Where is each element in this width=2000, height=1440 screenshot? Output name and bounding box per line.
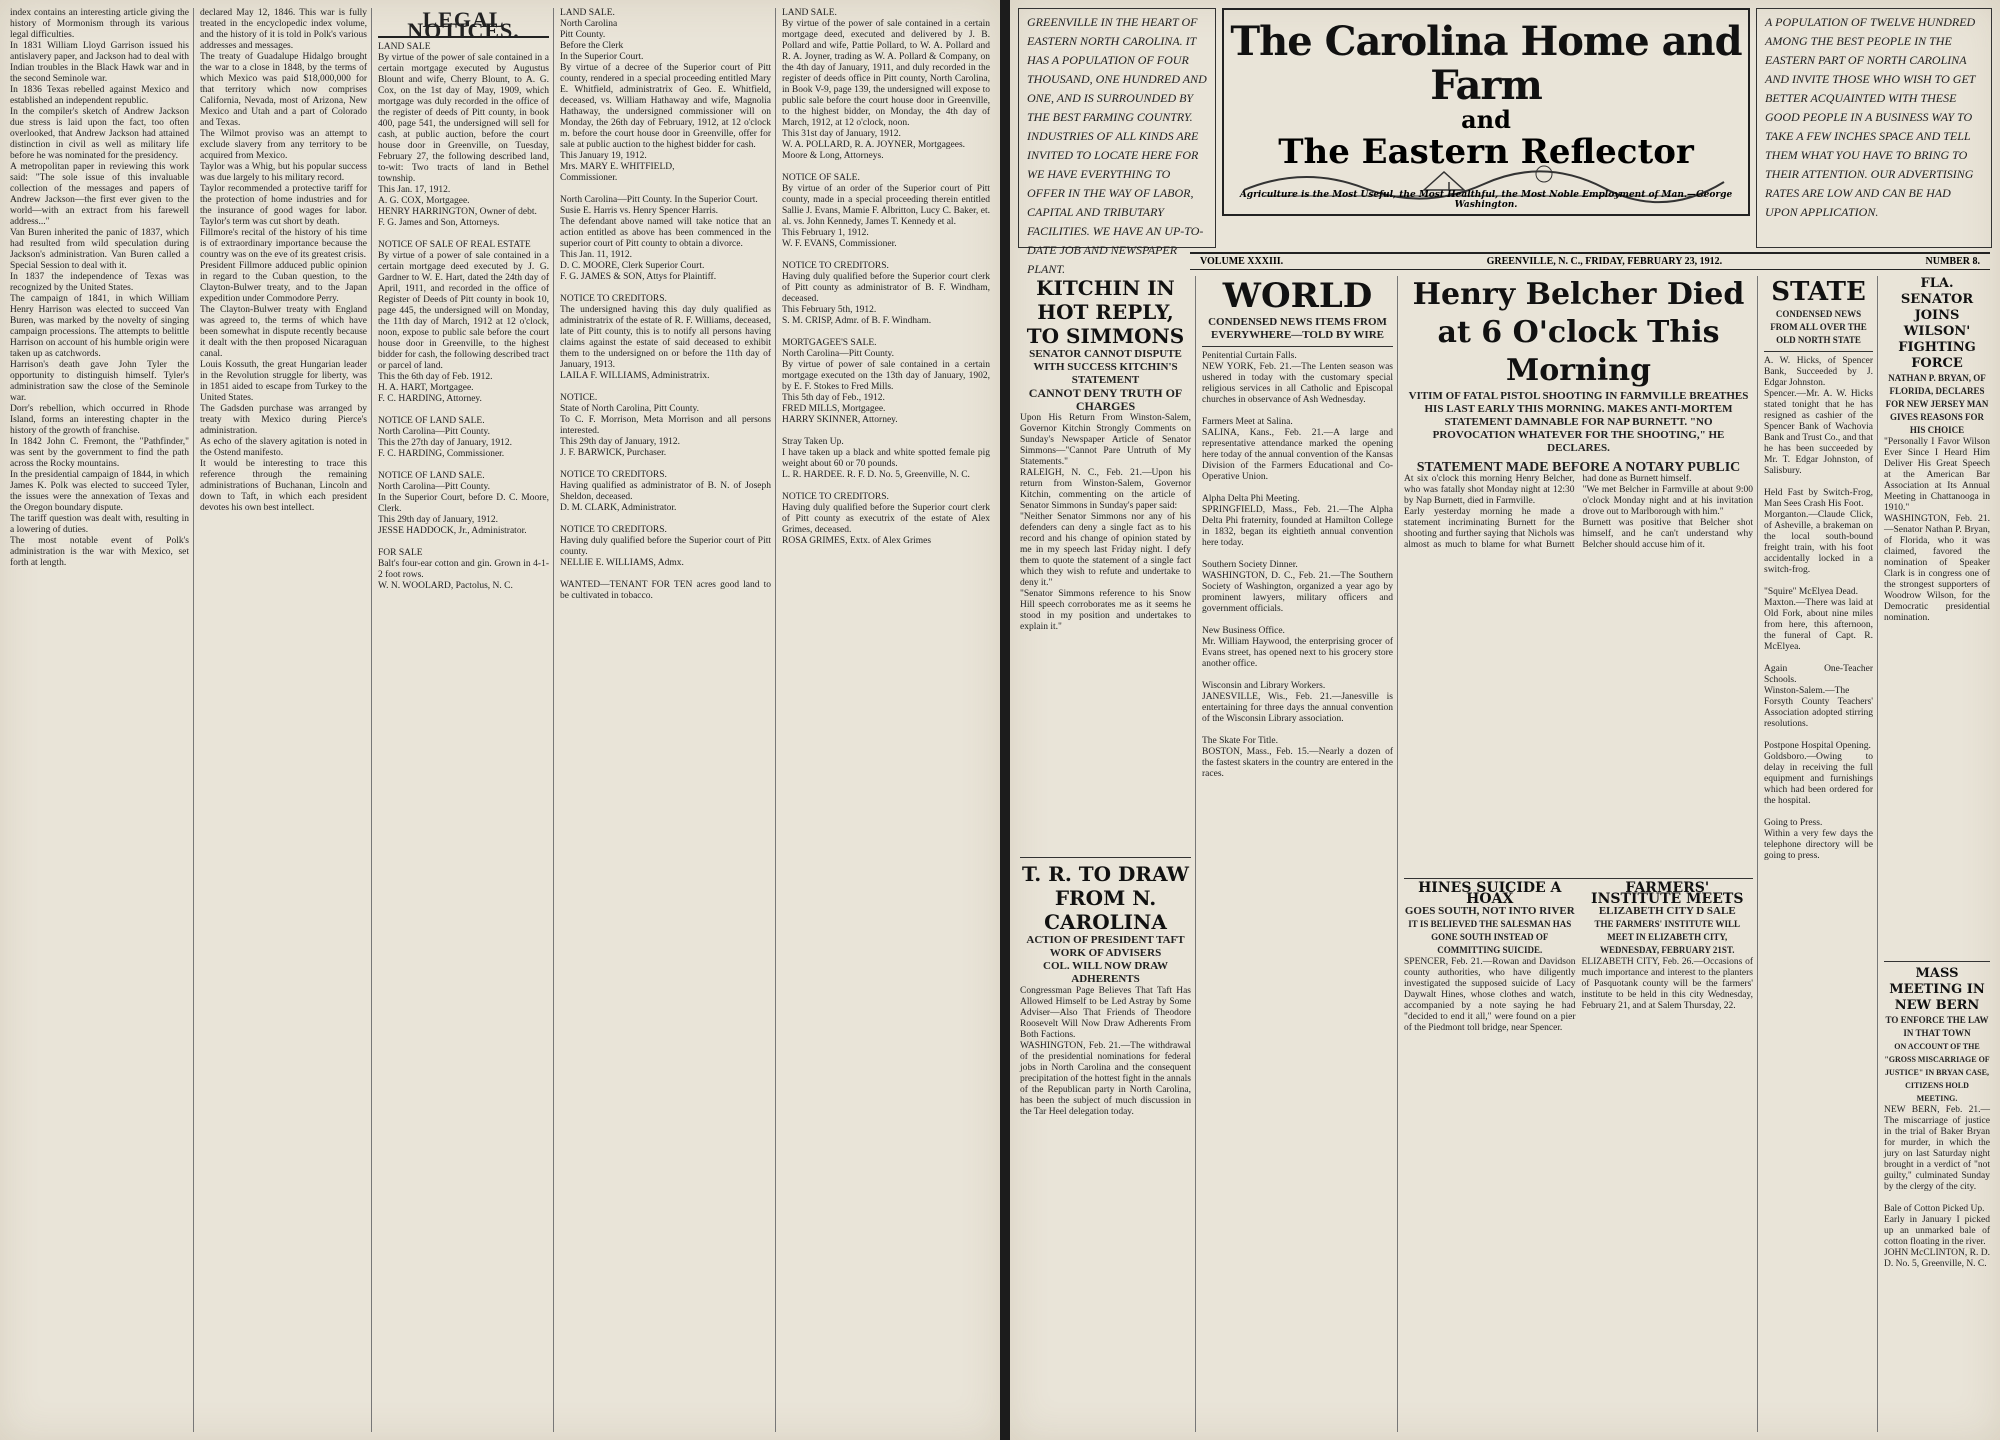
left-col-3: [374, 8, 554, 1432]
left-col-1: index contains an interesting article giving the history of Mormonism through its various legal difficulties. In 1831 William Lloyd Garrison issued his antislavery paper, and Jackson had to deal with Indian troubles in the Black Hawk war and in the second Seminole war. In 1836 Texas rebelled against Mexico and established an independent republic. In the compiler's sketch of Andrew Jackson due stress is laid upon the fact, too often overlooked, that Andrew Jackson had attained distinction in civil as well as military life before he was nominated for the presidency. A metropolitan paper in reviewing this work said: "The sole issue of this invaluable collection of the messages and papers of Andrew Jackson—the first ever given to the world—with an extract from his farewell address..." Van Buren inherited the panic of 1837, which had resulted from wild speculation during Jackson's administration. Van Buren called a Special Session to deal with it. In 1837 the independence of Texas was recognized by the United States. The campaign of 1841, in which William Henry Harrison was elected to succeed Van Buren, was marked by the novelty of singing campaign processions. The attempts to belittle Harrison on account of his humble origin were taken up as catchwords. Harrison's death gave John Tyler the opportunity to distinguish himself. Tyler's administration saw the close of the Seminole war. Dorr's rebellion, which occurred in Rhode Island, forms an interesting chapter in the history of the growth of franchise. In 1842 John C. Fremont, the "Pathfinder," was sent by the government to find the path across the Rocky mountains. In the presidential campaign of 1844, in which James K. Polk was elected to succeed Tyler, the issues were the annexation of Texas and the Oregon boundary dispute. The tariff question was dealt with, resulting in a lowering of duties. The most notable event of Polk's administration is the war with Mexico, set forth at length.: [6, 8, 194, 1432]
new-bern-article: NEW BERN, Feb. 21.—The miscarriage of justice in the trial of Baker Bryan for murder, in which the jury on last Saturday night brought in a verdict of "not guilty," culminated Sunday by the clergy of the city. Bale of Cotton Picked Up. Early in January I picked up an unmarked bale of cotton floating in the river. JOHN McCLINTON, R. D. D. No. 5, Greenville, N. C.: [1884, 1105, 1990, 1269]
hines-story: [1404, 880, 1578, 1034]
legal-notices-heading: LEGAL NOTICES.: [378, 14, 549, 38]
world-subhead: CONDENSED NEWS ITEMS FROM EVERYWHERE—TOLD BY WIRE: [1208, 316, 1387, 341]
tr-subhead: ACTION OF PRESIDENT TAFT WORK OF ADVISERS: [1026, 934, 1185, 959]
belcher-headline: Henry Belcher Died at 6 O'clock This Morning: [1412, 277, 1745, 388]
farmers-headline: FARMERS' INSTITUTE MEETS: [1591, 880, 1744, 907]
belcher-subhead-2: STATEMENT MADE BEFORE A NOTARY PUBLIC: [1416, 460, 1741, 475]
farmers-institute-story: [1581, 880, 1756, 1034]
new-bern-subhead: TO ENFORCE THE LAW IN THAT TOWN: [1885, 1015, 1989, 1038]
left-col-3-text: LAND SALE By virtue of the power of sale contained in a certain mortgage executed by Augustus Blount and wife, Cherry Blount, to A. G. Cox, on the 1st day of May, 1909, which mortgage was duly recorded in the office of the register of deeds of Pitt county, in book 400, page 541, the undersigned will sell for cash, at public auction, before the court house door in Greenville, on Tuesday, February 27, the following described land, to-wit: Two tracts of land in Bethel township. This Jan. 17, 1912. A. G. COX, Mortgagee. HENRY HARRINGTON, Owner of debt. F. G. James and Son, Attorneys. NOTICE OF SALE OF REAL ESTATE By virtue of a power of sale contained in a certain mortgage deed executed by J. G. Gardner to W. E. Hart, dated the 24th day of April, 1911, and recorded in the office of Register of Deeds of Pitt county in book 10, page 445, the undersigned will on Monday, the 11th day of March, 1912 at 12 o'clock, noon, expose to public sale before the court house door in Greenville, to the highest bidder for cash, the following described tract or parcel of land. This the 6th day of Feb. 1912. H. A. HART, Mortgagee. F. C. HARDING, Attorney. NOTICE OF LAND SALE. North Carolina—Pitt County. This the 27th day of January, 1912. F. C. HARDING, Commissioner. NOTICE OF LAND SALE. North Carolina—Pitt County. In the Superior Court, before D. C. Moore, Clerk. This 29th day of January, 1912. JESSE HADDOCK, Jr., Administrator. FOR SALE Balt's four-ear cotton and gin. Grown in 4-1-2 foot rows. W. N. WOOLARD, Pactolus, N. C.: [378, 42, 549, 591]
volume-number: VOLUME XXXIII.: [1200, 256, 1284, 267]
hines-article: SPENCER, Feb. 21.—Rowan and Davidson county authorities, who have diligently investigated the supposed suicide of Lacy Daywalt Hines, whose clothes and watch, accompanied by a note saying he had "decided to end it all," were found on a pier of the Piedmont toll bridge, near Spencer.: [1404, 957, 1578, 1033]
right-col-c: [1400, 276, 1758, 1432]
fla-senator-subhead-2: GIVES REASONS FOR HIS CHOICE: [1889, 412, 1985, 435]
belcher-subhead: VITIM OF FATAL PISTOL SHOOTING IN FARMVILLE BREATHES HIS LAST EARLY THIS MORNING. MAKES ANTI-MORTEM STATEMENT DAMNABLE FOR NAP BURNETT. "NO PROVOCATION WHATEVER FOR THE SHOOTING," HE DECLARES.: [1408, 390, 1749, 454]
fla-senator-article: "Personally I Favor Wilson Ever Since I Heard Him Deliver His Great Speech at the American Bar Association at Its Annual Meeting in Chattanooga in 1910." WASHINGTON, Feb. 21.—Senator Nathan P. Bryan, of Florida, who it was claimed, favored the nomination of Speaker Clark is in congress one of the strongest supporters of Woodrow Wilson, for the Democratic presidential nomination.: [1884, 437, 1990, 623]
kitchin-subhead: SENATOR CANNOT DISPUTE WITH SUCCESS KITCHIN'S STATEMENT: [1029, 348, 1182, 386]
right-newspaper-page: [1010, 0, 2000, 1440]
kitchin-headline: KITCHIN IN HOT REPLY, TO SIMMONS: [1026, 276, 1185, 348]
masthead-title-line-1: The Carolina Home and Farm: [1230, 18, 1742, 109]
right-col-a: [1016, 276, 1196, 1432]
fla-senator-headline: FLA. SENATOR JOINS WILSON' FIGHTING FORCE: [1898, 276, 1976, 371]
state-headline: STATE: [1771, 277, 1866, 307]
farmers-subhead-2: THE FARMERS' INSTITUTE WILL MEET IN ELIZABETH CITY, WEDNESDAY, FEBRUARY 21ST.: [1594, 919, 1740, 955]
masthead-right-box: A POPULATION OF TWELVE HUNDRED AMONG THE BEST PEOPLE IN THE EASTERN PART OF NORTH CAROLINA AND INVITE THOSE WHO WISH TO GET BETTER ACQUAINTED WITH THESE GOOD PEOPLE IN A BUSINESS WAY TO TAKE A FEW INCHES SPACE AND TELL THEM WHAT YOU HAVE TO BRING TO THEIR ATTENTION. OUR ADVERTISING RATES ARE LOW AND CAN BE HAD UPON APPLICATION.: [1756, 8, 1992, 248]
kitchin-subhead-2: CANNOT DENY TRUTH OF CHARGES: [1028, 386, 1183, 413]
right-col-d: [1760, 276, 1878, 1432]
left-col-2: declared May 12, 1846. This war is fully treated in the encyclopedic index volume, and the history of it is told in Polk's various addresses and messages. The treaty of Guadalupe Hidalgo brought the war to a close in 1848, by the terms of which Mexico was paid $18,000,000 for that territory which now comprises California, Nevada, most of Arizona, New Mexico and Utah and a part of Colorado and Texas. The Wilmot proviso was an attempt to exclude slavery from any territory to be acquired from Mexico. Taylor was a Whig, but his popular success was due largely to his military record. Taylor recommended a protective tariff for the protection of home industries and for the insurance of good wages for labor. Taylor's term was cut short by death. Fillmore's recital of the history of his time is of extraordinary importance because the country was on the eve of its greatest crisis. President Fillmore adduced public opinion in regard to the Cuban question, to the Clayton-Bulwer treaty, and to the Japan expedition under Commodore Perry. The Clayton-Bulwer treaty with England was agreed to, the terms of which have been somewhat in dispute recently because it dealt with the then proposed Nicaraguan canal. Louis Kossuth, the great Hungarian leader in the Revolution struggle for liberty, was in 1851 aided to escape from Turkey to the United States. The Gadsden purchase was arranged by treaty with Mexico during Pierce's administration. As echo of the slavery agitation is noted in the Ostend manifesto. It would be interesting to trace this reference through the remaining administrations of Buchanan, Lincoln and down to Taft, in which each president devotes his own best intellect.: [196, 8, 372, 1432]
new-bern-subhead-2: ON ACCOUNT OF THE "GROSS MISCARRIAGE OF JUSTICE" IN BRYAN CASE, CITIZENS HOLD MEETING.: [1884, 1042, 1990, 1103]
right-col-b: [1198, 276, 1398, 1432]
masthead-motto: Agriculture is the Most Useful, the Most Healthful, the Most Noble Employment of Man.—George Washington.: [1239, 190, 1733, 210]
kitchin-article: Upon His Return From Winston-Salem, Governor Kitchin Strongly Comments on Sunday's Newspaper Article of Senator Simmons—"Cannot Pare Untruth of My Statements." RALEIGH, N. C., Feb. 21.—Upon his return from Winston-Salem, Governor Kitchin, commenting on the article of Senator Simmons in Sunday's paper said: "Neither Senator Simmons nor any of his defenders can deny a single fact as to his record and his change of opinion stated by me in my speech last Friday night. I defy them to quote the statement of a single fact which they wish to refute and undertake to deny it." "Senator Simmons reference to his Snow Hill speech corroborates me as it seems he stood in my position and undertakes to explain it.": [1020, 413, 1191, 632]
tr-headline: T. R. TO DRAW FROM N. CAROLINA: [1022, 862, 1189, 934]
masthead-left-box: GREENVILLE IN THE HEART OF EASTERN NORTH CAROLINA. IT HAS A POPULATION OF FOUR THOUSAND, ONE HUNDRED AND ONE, AND IS SURROUNDED BY THE BEST FARMING COUNTRY. INDUSTRIES OF ALL KINDS ARE INVITED TO LOCATE HERE FOR WE HAVE EVERYTHING TO OFFER IN THE WAY OF LABOR, CAPITAL AND TRIBUTARY FACILITIES. WE HAVE AN UP-TO-DATE JOB AND NEWSPAPER PLANT.: [1018, 8, 1216, 248]
state-subhead: CONDENSED NEWS FROM ALL OVER THE OLD NORTH STATE: [1770, 309, 1867, 345]
left-col-5: LAND SALE. By virtue of the power of sale contained in a certain mortgage deed, executed and delivered by J. B. Pollard and wife, Pattie Pollard, to W. A. Pollard and R. A. Joyner, trading as W. A. Pollard & Company, on the 4th day of January, 1911, and duly recorded in the register of deeds office in Pitt county, North Carolina, in Book V-9, page 139, the undersigned will expose to public sale before the court house door in Greenville, to the highest bidder, on Monday, the 4th day of March, 1912, at 12 o'clock, noon. This 31st day of January, 1912. W. A. POLLARD, R. A. JOYNER, Mortgagees. Moore & Long, Attorneys. NOTICE OF SALE. By virtue of an order of the Superior court of Pitt county, made in a special proceeding therein entitled Sallie J. Evans, Mamie F. Albritton, Lucy C. Baker, et. al. vs. John Kennedy, James T. Kennedy et al. This February 1, 1912. W. F. EVANS, Commissioner. NOTICE TO CREDITORS. Having duly qualified before the Superior court clerk of Pitt county as administrator of B. F. Windham, deceased. This February 5th, 1912. S. M. CRISP, Admr. of B. F. Windham. MORTGAGEE'S SALE. North Carolina—Pitt County. By virtue of power of sale contained in a certain mortgage executed on the 13th day of January, 1902, by E. F. Stokes to Fred Mills. This 5th day of Feb., 1912. FRED MILLS, Mortgagee. HARRY SKINNER, Attorney. Stray Taken Up. I have taken up a black and white spotted female pig weight about 60 or 70 pounds. L. R. HARDEE. R. F. D. No. 5, Greenville, N. C. NOTICE TO CREDITORS. Having duly qualified before the Superior court clerk of Pitt county as executrix of the estate of Alex Grimes, deceased. ROSA GRIMES, Extx. of Alex Grimes: [782, 8, 990, 546]
dateline-bar: [1190, 252, 1990, 270]
masthead: [1222, 8, 1750, 216]
world-headline: WORLD: [1222, 276, 1373, 316]
belcher-article: At six o'clock this morning Henry Belcher, who was fatally shot Monday night at 12:30 by Nap Burnett, died in Farmville. Early yesterday morning he made a statement incriminating Burnett for the shooting and further saying that Nichols was almost as much to blame for what Burnett had done as Burnett himself. "We met Belcher in Farmville at about 9:00 o'clock Monday night and at his invitation drove out to Marlborough with him." Burnett was positive that Belcher shot himself, and he can't understand why Belcher should accuse him of it.: [1404, 474, 1753, 550]
new-bern-headline: MASS MEETING IN NEW BERN: [1889, 966, 1985, 1013]
world-news-items: Penitential Curtain Falls. NEW YORK, Feb. 21.—The Lenten season was ushered in today with the customary special religious services in all Catholic and Episcopal churches in observance of Ash Wednesday. Farmers Meet at Salina. SALINA, Kans., Feb. 21.—A large and representative attendance marked the opening here today of the annual convention of the Kansas Division of the Farmers Educational and Co-Operative Union. Alpha Delta Phi Meeting. SPRINGFIELD, Mass., Feb. 21.—The Alpha Delta Phi fraternity, founded at Hamilton College in 1832, began its eightieth annual convention here today. Southern Society Dinner. WASHINGTON, D. C., Feb. 21.—The Southern Society of Washington, organized a year ago by prominent lawyers, military officers and government officials. New Business Office. Mr. William Haywood, the enterprising grocer of Evans street, has opened next to his grocery store another office. Wisconsin and Library Workers. JANESVILLE, Wis., Feb. 21.—Janesville is entertaining for three days the annual convention of the Wisconsin Library association. The Skate For Title. BOSTON, Mass., Feb. 15.—Nearly a dozen of the fastest skaters in the country are entered in the races.: [1202, 351, 1393, 779]
masthead-and: and: [1461, 105, 1511, 134]
state-news-items: A. W. Hicks, of Spencer Bank, Succeeded by J. Edgar Johnston. Spencer.—Mr. A. W. Hicks stated tonight that he has resigned as cashier of the Spencer Bank of Wachovia Bank and Trust Co., and that he has been succeeded by Mr. T. Edgar Johnston, of Salisbury. Held Fast by Switch-Frog, Man Sees Crash His Foot. Morganton.—Claude Click, of Asheville, a brakeman on the local south-bound freight train, with his foot accidentally locked in a switch-frog. "Squire" McElyea Dead. Maxton.—There was laid at Old Fork, about nine miles from here, this afternoon, the funeral of Capt. R. McElyea. Again One-Teacher Schools. Winston-Salem.—The Forsyth County Teachers' Association adopted stirring resolutions. Postpone Hospital Opening. Goldsboro.—Owing to delay in receiving the full equipment and furnishings which had been ordered for the hospital. Going to Press. Within a very few days the telephone directory will be going to press.: [1764, 356, 1873, 861]
issue-date: GREENVILLE, N. C., FRIDAY, FEBRUARY 23, 1912.: [1486, 256, 1723, 267]
hines-subhead: GOES SOUTH, NOT INTO RIVER: [1404, 905, 1575, 917]
farmers-subhead: ELIZABETH CITY D SALE: [1598, 905, 1736, 917]
right-col-e: [1880, 276, 1994, 1432]
issue-number: NUMBER 8.: [1925, 256, 1980, 267]
fla-senator-subhead: NATHAN P. BRYAN, OF FLORIDA, DECLARES FOR NEW JERSEY MAN: [1885, 373, 1989, 409]
hines-headline: HINES SUICIDE A HOAX: [1418, 880, 1562, 907]
farmers-article: ELIZABETH CITY, Feb. 26.—Occasions of much importance and interest to the planters of Pasquotank county will be the farmers' institute to be held in this city Wednesday, February 21, and at Salem Thursday, 22.: [1581, 957, 1756, 1011]
tr-article: Congressman Page Believes That Taft Has Allowed Himself to be Led Astray by Some Adviser—Also That Friends of Theodore Roosevelt Will Now Draw Adherents From Both Factions. WASHINGTON, Feb. 21.—The withdrawal of the presidential nominations for federal jobs in North Carolina and the consequent precipitation of the hottest fight in the annals of the Republican party in North Carolina, has been the subject of much discussion in the Tar Heel delegation today.: [1020, 986, 1191, 1117]
tr-subhead-2: COL. WILL NOW DRAW ADHERENTS: [1043, 960, 1168, 985]
hines-subhead-2: IT IS BELIEVED THE SALESMAN HAS GONE SOUTH INSTEAD OF COMMITTING SUICIDE.: [1408, 919, 1572, 955]
left-col-4: LAND SALE. North Carolina Pitt County. Before the Clerk In the Superior Court. By virtue of a decree of the Superior court of Pitt county, rendered in a special proceeding entitled Mary E. Whitfield, administratrix of Geo. E. Whitfield, deceased, vs. William Hathaway and wife, Magnolia Hathaway, the undersigned commissioner will on Monday, the 26th day of February, 1912, at 12 o'clock m. before the court house door in Greenville, offer for sale at public auction to the highest bidder for cash. This January 19, 1912. Mrs. MARY E. WHITFIELD, Commissioner. North Carolina—Pitt County. In the Superior Court. Susie E. Harris vs. Henry Spencer Harris. The defendant above named will take notice that an action entitled as above has been commenced in the superior court of Pitt county to obtain a divorce. This Jan. 11, 1912. D. C. MOORE, Clerk Superior Court. F. G. JAMES & SON, Attys for Plaintiff. NOTICE TO CREDITORS. The undersigned having this day duly qualified as administratrix of the estate of R. F. Williams, deceased, late of Pitt county, this is to notify all persons having claims against the estate of said deceased to exhibit them to the undersigned on or before the 11th day of January, 1913. LAILA F. WILLIAMS, Administratrix. NOTICE. State of North Carolina, Pitt County. To C. F. Morrison, Meta Morrison and all persons interested. This 29th day of January, 1912. J. F. BARWICK, Purchaser. NOTICE TO CREDITORS. Having qualified as administrator of B. N. of Joseph Sheldon, deceased. D. M. CLARK, Administrator. NOTICE TO CREDITORS. Having duly qualified before the Superior court of Pitt county. NELLIE E. WILLIAMS, Admx. WANTED—TENANT FOR TEN acres good land to be cultivated in tobacco.: [556, 8, 776, 1432]
masthead-title-line-2: The Eastern Reflector: [1278, 132, 1694, 172]
